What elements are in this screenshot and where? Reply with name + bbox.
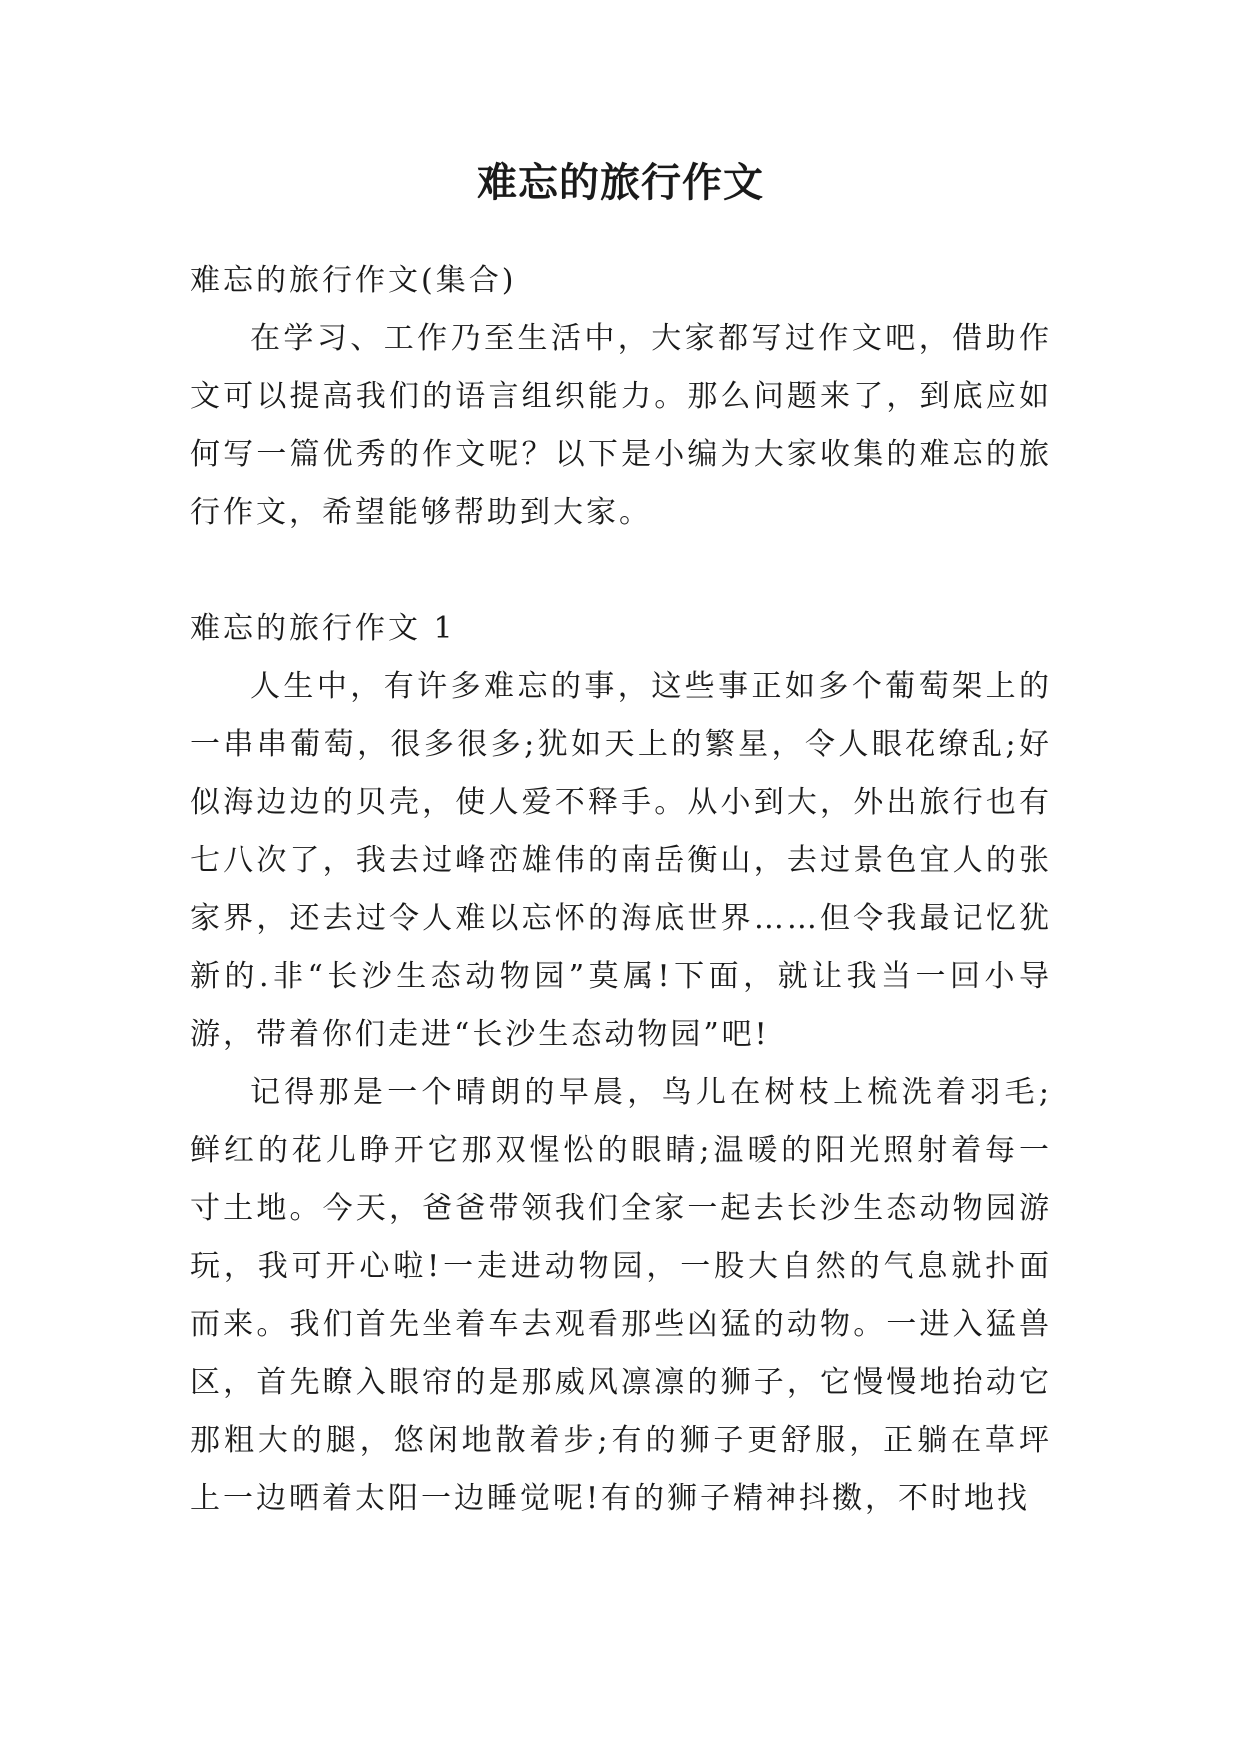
section-spacer [190,542,1052,600]
document-body [190,252,1052,1528]
body-paragraph: 记得那是一个晴朗的早晨，鸟儿在树枝上梳洗着羽毛;鲜红的花儿睁开它那双惺忪的眼睛;温暖的阳光照射着每一寸土地。今天，爸爸带领我们全家一起去长沙生态动物园游玩，我可开心啦!一走进动物园，一股大自然的气息就扑面而来。我们首先坐着车去观看那些凶猛的动物。一进入猛兽区，首先瞭入眼帘的是那威风凛凛的狮子，它慢慢地抬动它那粗大的腿，悠闲地散着步;有的狮子更舒服，正躺在草坪上一边晒着太阳一边睡觉呢!有的狮子精神抖擞，不时地找 [190,1075,1052,1516]
document-title: 难忘的旅行作文 [477,159,764,206]
body-paragraph: 人生中，有许多难忘的事，这些事正如多个葡萄架上的一串串葡萄，很多很多;犹如天上的繁星，令人眼花缭乱;好似海边边的贝壳，使人爱不释手。从小到大，外出旅行也有七八次了，我去过峰峦雄伟的南岳衡山，去过景色宜人的张家界，还去过令人难以忘怀的海底世界……但令我最记忆犹新的.非“长沙生态动物园”莫属!下面，就让我当一回小导游，带着你们走进“长沙生态动物园”吧! [190,669,1052,1052]
intro-paragraph: 在学习、工作乃至生活中，大家都写过作文吧，借助作文可以提高我们的语言组织能力。那么问题来了，到底应如何写一篇优秀的作文呢？以下是小编为大家收集的难忘的旅行作文，希望能够帮助到大家。 [190,321,1052,530]
section-heading: 难忘的旅行作文 1 [190,611,456,646]
subtitle: 难忘的旅行作文(集合) [190,263,517,298]
